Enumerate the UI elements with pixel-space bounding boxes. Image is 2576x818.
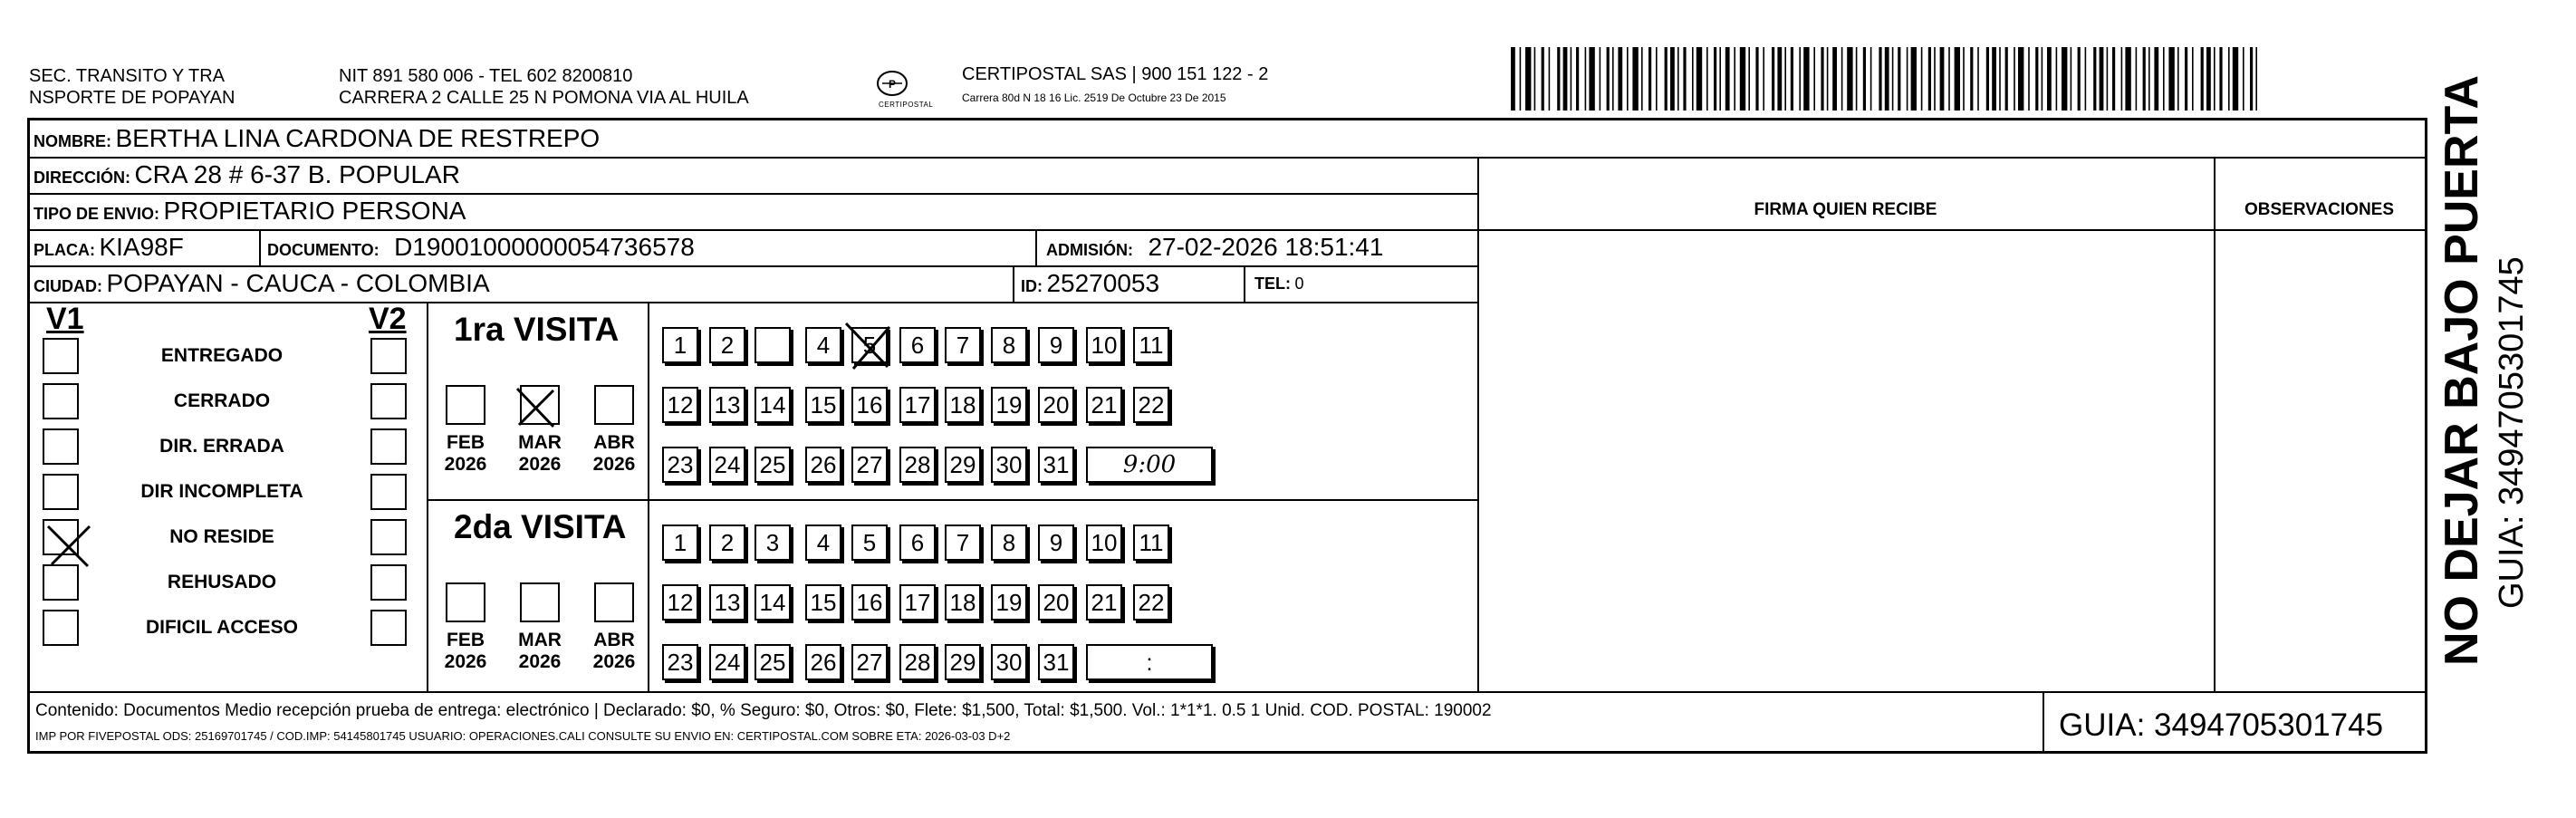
ciudad-cell [34, 267, 490, 304]
tipo-label: TIPO DE ENVIO: [34, 205, 160, 223]
v1-checkbox-3[interactable] [43, 428, 79, 465]
status-label-3: DIR. ERRADA [159, 436, 284, 457]
v2-header: V2 [369, 302, 407, 336]
visit2-day-1[interactable]: 1 [662, 524, 698, 561]
visit2-day-31[interactable]: 31 [1038, 644, 1074, 680]
visit2-day-9[interactable]: 9 [1038, 524, 1074, 561]
visit1-day-25[interactable]: 25 [755, 447, 791, 483]
visit1-time-box[interactable]: 9:00 [1086, 447, 1213, 483]
visit1-day-7[interactable]: 7 [945, 327, 981, 363]
side-guia-number: GUIA: 3494705301745 [2493, 256, 2531, 609]
nit-line-1: NIT 891 580 006 - TEL 602 8200810 [339, 66, 633, 86]
status-label-4: DIR INCOMPLETA [140, 481, 303, 502]
sender-line-1: SEC. TRANSITO Y TRA [29, 66, 225, 86]
visit2-day-3[interactable]: 3 [755, 524, 791, 561]
visit2-day-13[interactable]: 13 [709, 584, 745, 621]
visit1-day-14[interactable]: 14 [755, 387, 791, 423]
visit2-day-22[interactable]: 22 [1133, 584, 1169, 621]
visit1-day-10[interactable]: 10 [1086, 327, 1122, 363]
visit2-day-19[interactable]: 19 [991, 584, 1027, 621]
ciudad-label: CIUDAD: [34, 277, 102, 295]
id-cell [1021, 267, 1159, 304]
placa-cell [34, 231, 184, 268]
v1-checkbox-7[interactable] [43, 610, 79, 646]
visit2-day-4[interactable]: 4 [805, 524, 841, 561]
documento-value: D19001000000054736578 [394, 233, 695, 261]
id-value: 25270053 [1046, 269, 1160, 297]
nombre-value: BERTHA LINA CARDONA DE RESTREPO [115, 124, 601, 152]
documento-label: DOCUMENTO: [267, 241, 380, 259]
visit1-day-15[interactable]: 15 [805, 387, 841, 423]
svg-text:P: P [888, 78, 897, 91]
first-visit-title: 1ra VISITA [454, 311, 620, 348]
ciudad-value: POPAYAN - CAUCA - COLOMBIA [106, 269, 490, 297]
v2-checkbox-4[interactable] [370, 474, 407, 510]
visit1-day-12[interactable]: 12 [662, 387, 698, 423]
direccion-value: CRA 28 # 6-37 B. POPULAR [134, 160, 460, 188]
visit1-day-22[interactable]: 22 [1133, 387, 1169, 423]
visit1-month-box-mar[interactable] [520, 385, 560, 425]
visit2-day-21[interactable]: 21 [1086, 584, 1122, 621]
visit2-month-box-abr[interactable] [594, 582, 634, 622]
v1-checkbox-4[interactable] [43, 474, 79, 510]
nombre-label: NOMBRE: [34, 132, 111, 150]
visit2-day-24[interactable]: 24 [709, 644, 745, 680]
barcode [1511, 47, 2261, 111]
visit2-day-5[interactable]: 5 [851, 524, 888, 561]
visit1-day-27[interactable]: 27 [851, 447, 888, 483]
visit1-day-5[interactable]: 5 [851, 327, 888, 363]
visit1-day-17[interactable]: 17 [899, 387, 936, 423]
tel-label: TEL: [1254, 274, 1291, 293]
carrier-line-1: CERTIPOSTAL SAS | 900 151 122 - 2 [962, 64, 1269, 84]
visit1-day-13[interactable]: 13 [709, 387, 745, 423]
footer-print-info: IMP POR FIVEPOSTAL ODS: 25169701745 / COD.IMP: 54145801745 USUARIO: OPERACIONES.CALI CONSULTE SU ENVIO EN: CERTIPOSTAL.COM SOBRE ETA: 2026-03-03 D+2 [35, 729, 1011, 743]
visit2-day-30[interactable]: 30 [991, 644, 1027, 680]
v1-checkbox-6[interactable] [43, 564, 79, 601]
visit2-day-14[interactable]: 14 [755, 584, 791, 621]
visit1-day-1[interactable]: 1 [662, 327, 698, 363]
visit2-month-label-mar: MAR 2026 [518, 630, 562, 672]
tel-cell [1254, 267, 1303, 302]
visit1-day-9[interactable]: 9 [1038, 327, 1074, 363]
placa-value: KIA98F [99, 233, 184, 261]
v2-checkbox-6[interactable] [370, 564, 407, 601]
v2-checkbox-3[interactable] [370, 428, 407, 465]
visit2-day-16[interactable]: 16 [851, 584, 888, 621]
visit2-day-12[interactable]: 12 [662, 584, 698, 621]
visit1-day-2[interactable]: 2 [709, 327, 745, 363]
visit2-day-7[interactable]: 7 [945, 524, 981, 561]
v1-header: V1 [46, 302, 84, 336]
firma-header: FIRMA QUIEN RECIBE [1754, 200, 1937, 219]
visit1-month-box-abr[interactable] [594, 385, 634, 425]
visit1-day-20[interactable]: 20 [1038, 387, 1074, 423]
status-label-7: DIFICIL ACCESO [145, 617, 298, 638]
v2-checkbox-2[interactable] [370, 383, 407, 419]
nit-line-2: CARRERA 2 CALLE 25 N POMONA VIA AL HUILA [339, 88, 749, 108]
visit2-day-15[interactable]: 15 [805, 584, 841, 621]
tipo-value: PROPIETARIO PERSONA [163, 197, 466, 225]
visit1-day-21[interactable]: 21 [1086, 387, 1122, 423]
sender-line-2: NSPORTE DE POPAYAN [29, 88, 235, 108]
admision-value: 27-02-2026 18:51:41 [1148, 233, 1384, 261]
direccion-row [34, 159, 460, 196]
status-label-5: NO RESIDE [169, 526, 274, 547]
visit1-day-4[interactable]: 4 [805, 327, 841, 363]
visit2-month-label-feb: FEB 2026 [444, 630, 487, 672]
visit1-day-26[interactable]: 26 [805, 447, 841, 483]
visit2-day-10[interactable]: 10 [1086, 524, 1122, 561]
visit2-day-27[interactable]: 27 [851, 644, 888, 680]
visit2-day-17[interactable]: 17 [899, 584, 936, 621]
visit1-month-label-abr: ABR 2026 [592, 432, 636, 475]
v2-checkbox-1[interactable] [370, 338, 407, 374]
tipo-row [34, 195, 466, 232]
visit2-month-box-mar[interactable] [520, 582, 560, 622]
visit1-month-label-feb: FEB 2026 [444, 432, 487, 475]
carrier-line-2: Carrera 80d N 18 16 Lic. 2519 De Octubre 23 De 2015 [962, 91, 1226, 104]
visit2-day-18[interactable]: 18 [945, 584, 981, 621]
v2-checkbox-7[interactable] [370, 610, 407, 646]
nombre-row [34, 122, 600, 159]
delivery-form [27, 118, 2427, 754]
visit2-day-28[interactable]: 28 [899, 644, 936, 680]
visit1-month-label-mar: MAR 2026 [518, 432, 562, 475]
visit1-day-3[interactable] [755, 327, 791, 363]
admision-label: ADMISIÓN: [1046, 241, 1133, 259]
observaciones-header: OBSERVACIONES [2244, 200, 2395, 219]
visit2-day-8[interactable]: 8 [991, 524, 1027, 561]
logo-wordmark: CERTIPOSTAL [879, 101, 934, 109]
status-label-2: CERRADO [173, 390, 271, 411]
status-label-1: ENTREGADO [160, 345, 284, 366]
visit1-day-24[interactable]: 24 [709, 447, 745, 483]
documento-cell [267, 231, 695, 268]
visit1-day-19[interactable]: 19 [991, 387, 1027, 423]
visit2-day-20[interactable]: 20 [1038, 584, 1074, 621]
tel-value: 0 [1294, 274, 1304, 293]
v1-checkbox-5[interactable] [43, 519, 79, 555]
visit1-month-box-feb[interactable] [446, 385, 485, 425]
visit1-day-11[interactable]: 11 [1133, 327, 1169, 363]
visit1-day-30[interactable]: 30 [991, 447, 1027, 483]
v1-checkbox-1[interactable] [43, 338, 79, 374]
visit2-month-label-abr: ABR 2026 [592, 630, 636, 672]
visit1-day-28[interactable]: 28 [899, 447, 936, 483]
visit1-day-18[interactable]: 18 [945, 387, 981, 423]
visit2-day-6[interactable]: 6 [899, 524, 936, 561]
visit1-day-31[interactable]: 31 [1038, 447, 1074, 483]
visit2-day-2[interactable]: 2 [709, 524, 745, 561]
second-visit-title: 2da VISITA [454, 508, 627, 545]
visit2-day-25[interactable]: 25 [755, 644, 791, 680]
v2-checkbox-5[interactable] [370, 519, 407, 555]
v1-checkbox-2[interactable] [43, 383, 79, 419]
visit2-day-29[interactable]: 29 [945, 644, 981, 680]
visit1-day-29[interactable]: 29 [945, 447, 981, 483]
direccion-label: DIRECCIÓN: [34, 168, 130, 187]
admision-cell [1046, 231, 1383, 268]
visit1-day-16[interactable]: 16 [851, 387, 888, 423]
guia-number: GUIA: 3494705301745 [2059, 707, 2384, 743]
status-label-6: REHUSADO [167, 572, 277, 592]
footer-content: Contenido: Documentos Medio recepción prueba de entrega: electrónico | Declarado: $0, % Seguro: $0, Otros: $0, Flete: $1,500, Total: $1,500. Vol.: 1*1*1. 0.5 1 Unid. COD. POSTAL: 190002 [35, 701, 1492, 720]
visit2-month-box-feb[interactable] [446, 582, 485, 622]
visit1-day-6[interactable]: 6 [899, 327, 936, 363]
id-label: ID: [1021, 277, 1043, 295]
visit2-day-26[interactable]: 26 [805, 644, 841, 680]
visit1-day-23[interactable]: 23 [662, 447, 698, 483]
visit1-day-8[interactable]: 8 [991, 327, 1027, 363]
no-dejar-bajo-puerta: NO DEJAR BAJO PUERTA [2436, 74, 2488, 666]
visit2-day-23[interactable]: 23 [662, 644, 698, 680]
visit2-time-box[interactable]: : [1086, 644, 1213, 680]
placa-label: PLACA: [34, 241, 95, 259]
visit2-day-11[interactable]: 11 [1133, 524, 1169, 561]
